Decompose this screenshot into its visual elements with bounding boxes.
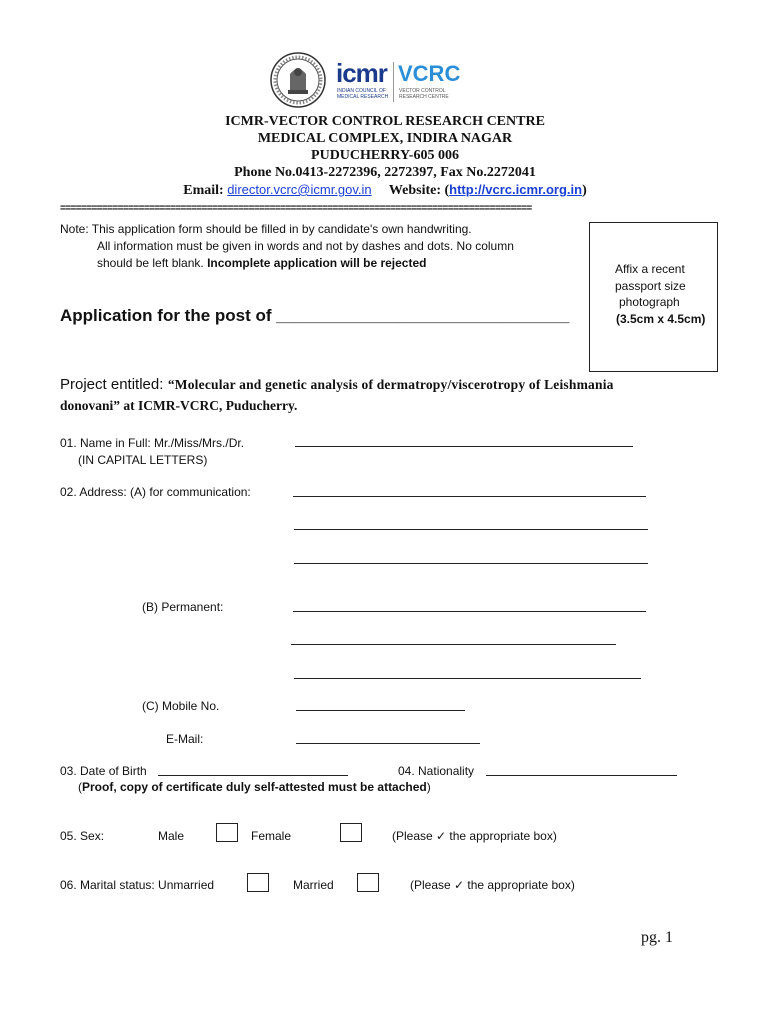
dob-label: 03. Date of Birth [60,764,147,778]
sex-label: 05. Sex: [60,829,105,843]
icmr-sub-1: INDIAN COUNCIL OF [337,88,386,94]
dob-note [78,779,431,795]
address-perm-line-1[interactable] [293,611,646,612]
logo-divider [393,62,394,102]
page-number: pg. 1 [641,929,673,946]
website-label: Website: ( [388,183,450,198]
header-line-2: MEDICAL COMPLEX, INDIRA NAGAR [257,131,513,146]
logo-area [266,50,476,110]
note-line-1: Note: This application form should be filled in by candidate's own handwriting. [60,222,472,236]
nationality-field[interactable] [486,775,677,776]
address-comm-line-1[interactable] [293,496,646,497]
note-line-3-text: should be left blank. [97,256,204,270]
email-link[interactable]: director.vcrc@icmr.gov.in [227,182,372,197]
vcrc-logo-text: VCRC [398,61,461,86]
website-link[interactable]: http://vcrc.icmr.org.in [449,182,583,197]
header-line-3: PUDUCHERRY-605 006 [311,148,459,163]
icmr-logo-text: icmr [336,58,387,88]
address-perm-line-2[interactable] [291,644,616,645]
project-line-2: donovani” at ICMR-VCRC, Puducherry. [60,398,298,413]
photo-text-4: (3.5cm x 4.5cm) [616,312,706,326]
vcrc-sub-2: RESEARCH CENTRE [399,94,449,100]
name-field[interactable] [295,446,633,447]
photo-text-1: Affix a recent [615,262,685,276]
female-label: Female [251,829,292,843]
email-label: Email: [183,183,224,198]
photo-box [589,222,718,372]
dob-note-open: ( [78,780,82,794]
female-checkbox[interactable] [340,823,362,842]
permanent-label: (B) Permanent: [142,600,224,614]
unmarried-checkbox[interactable] [247,873,269,892]
mobile-label: (C) Mobile No. [142,699,220,713]
photo-text-3: photograph [619,295,680,309]
dob-field[interactable] [158,775,348,776]
address-comm-line-2[interactable] [294,529,648,530]
header-contact-line [0,181,770,199]
nationality-label: 04. Nationality [398,764,475,778]
header-line-1: ICMR-VECTOR CONTROL RESEARCH CENTRE [225,114,545,129]
note-line-3 [97,255,426,271]
dob-note-text: Proof, copy of certificate duly self-attested must be attached [82,780,427,794]
photo-text-2: passport size [615,279,686,293]
address-perm-line-3[interactable] [294,678,641,679]
address-comm-line-3[interactable] [294,563,648,564]
application-title: Application for the post of _______________________________ [60,306,570,325]
marital-label: 06. Marital status: Unmarried [60,878,215,892]
marital-hint: (Please ✓ the appropriate box) [410,878,575,892]
website-close: ) [582,183,587,198]
sex-hint: (Please ✓ the appropriate box) [392,829,557,843]
male-label: Male [158,829,185,843]
icmr-sub-2: MEDICAL RESEARCH [337,94,389,100]
married-label: Married [293,878,334,892]
address-label: 02. Address: (A) for communication: [60,485,251,499]
project-label: Project entitled: [60,376,164,393]
header-line-4: Phone No.0413-2272396, 2272397, Fax No.2272041 [234,165,536,180]
separator-line: ========================================================================================== [60,203,532,214]
note-line-2: All information must be given in words and not by dashes and dots. No column [97,239,514,253]
mobile-field[interactable] [296,710,465,711]
name-label: 01. Name in Full: Mr./Miss/Mrs./Dr. [60,436,245,450]
project-title-1: “Molecular and genetic analysis of dermatropy/viscerotropy of Leishmania [167,377,614,392]
vcrc-sub-1: VECTOR CONTROL [399,88,446,94]
emblem-icon [266,50,330,110]
married-checkbox[interactable] [357,873,379,892]
note-warning: Incomplete application will be rejected [207,256,427,270]
email-field[interactable] [296,743,480,744]
project-line-1 [60,376,712,394]
dob-note-close: ) [426,780,431,794]
male-checkbox[interactable] [216,823,238,842]
email-field-label: E-Mail: [166,732,204,746]
name-sub-label: (IN CAPITAL LETTERS) [78,453,208,467]
